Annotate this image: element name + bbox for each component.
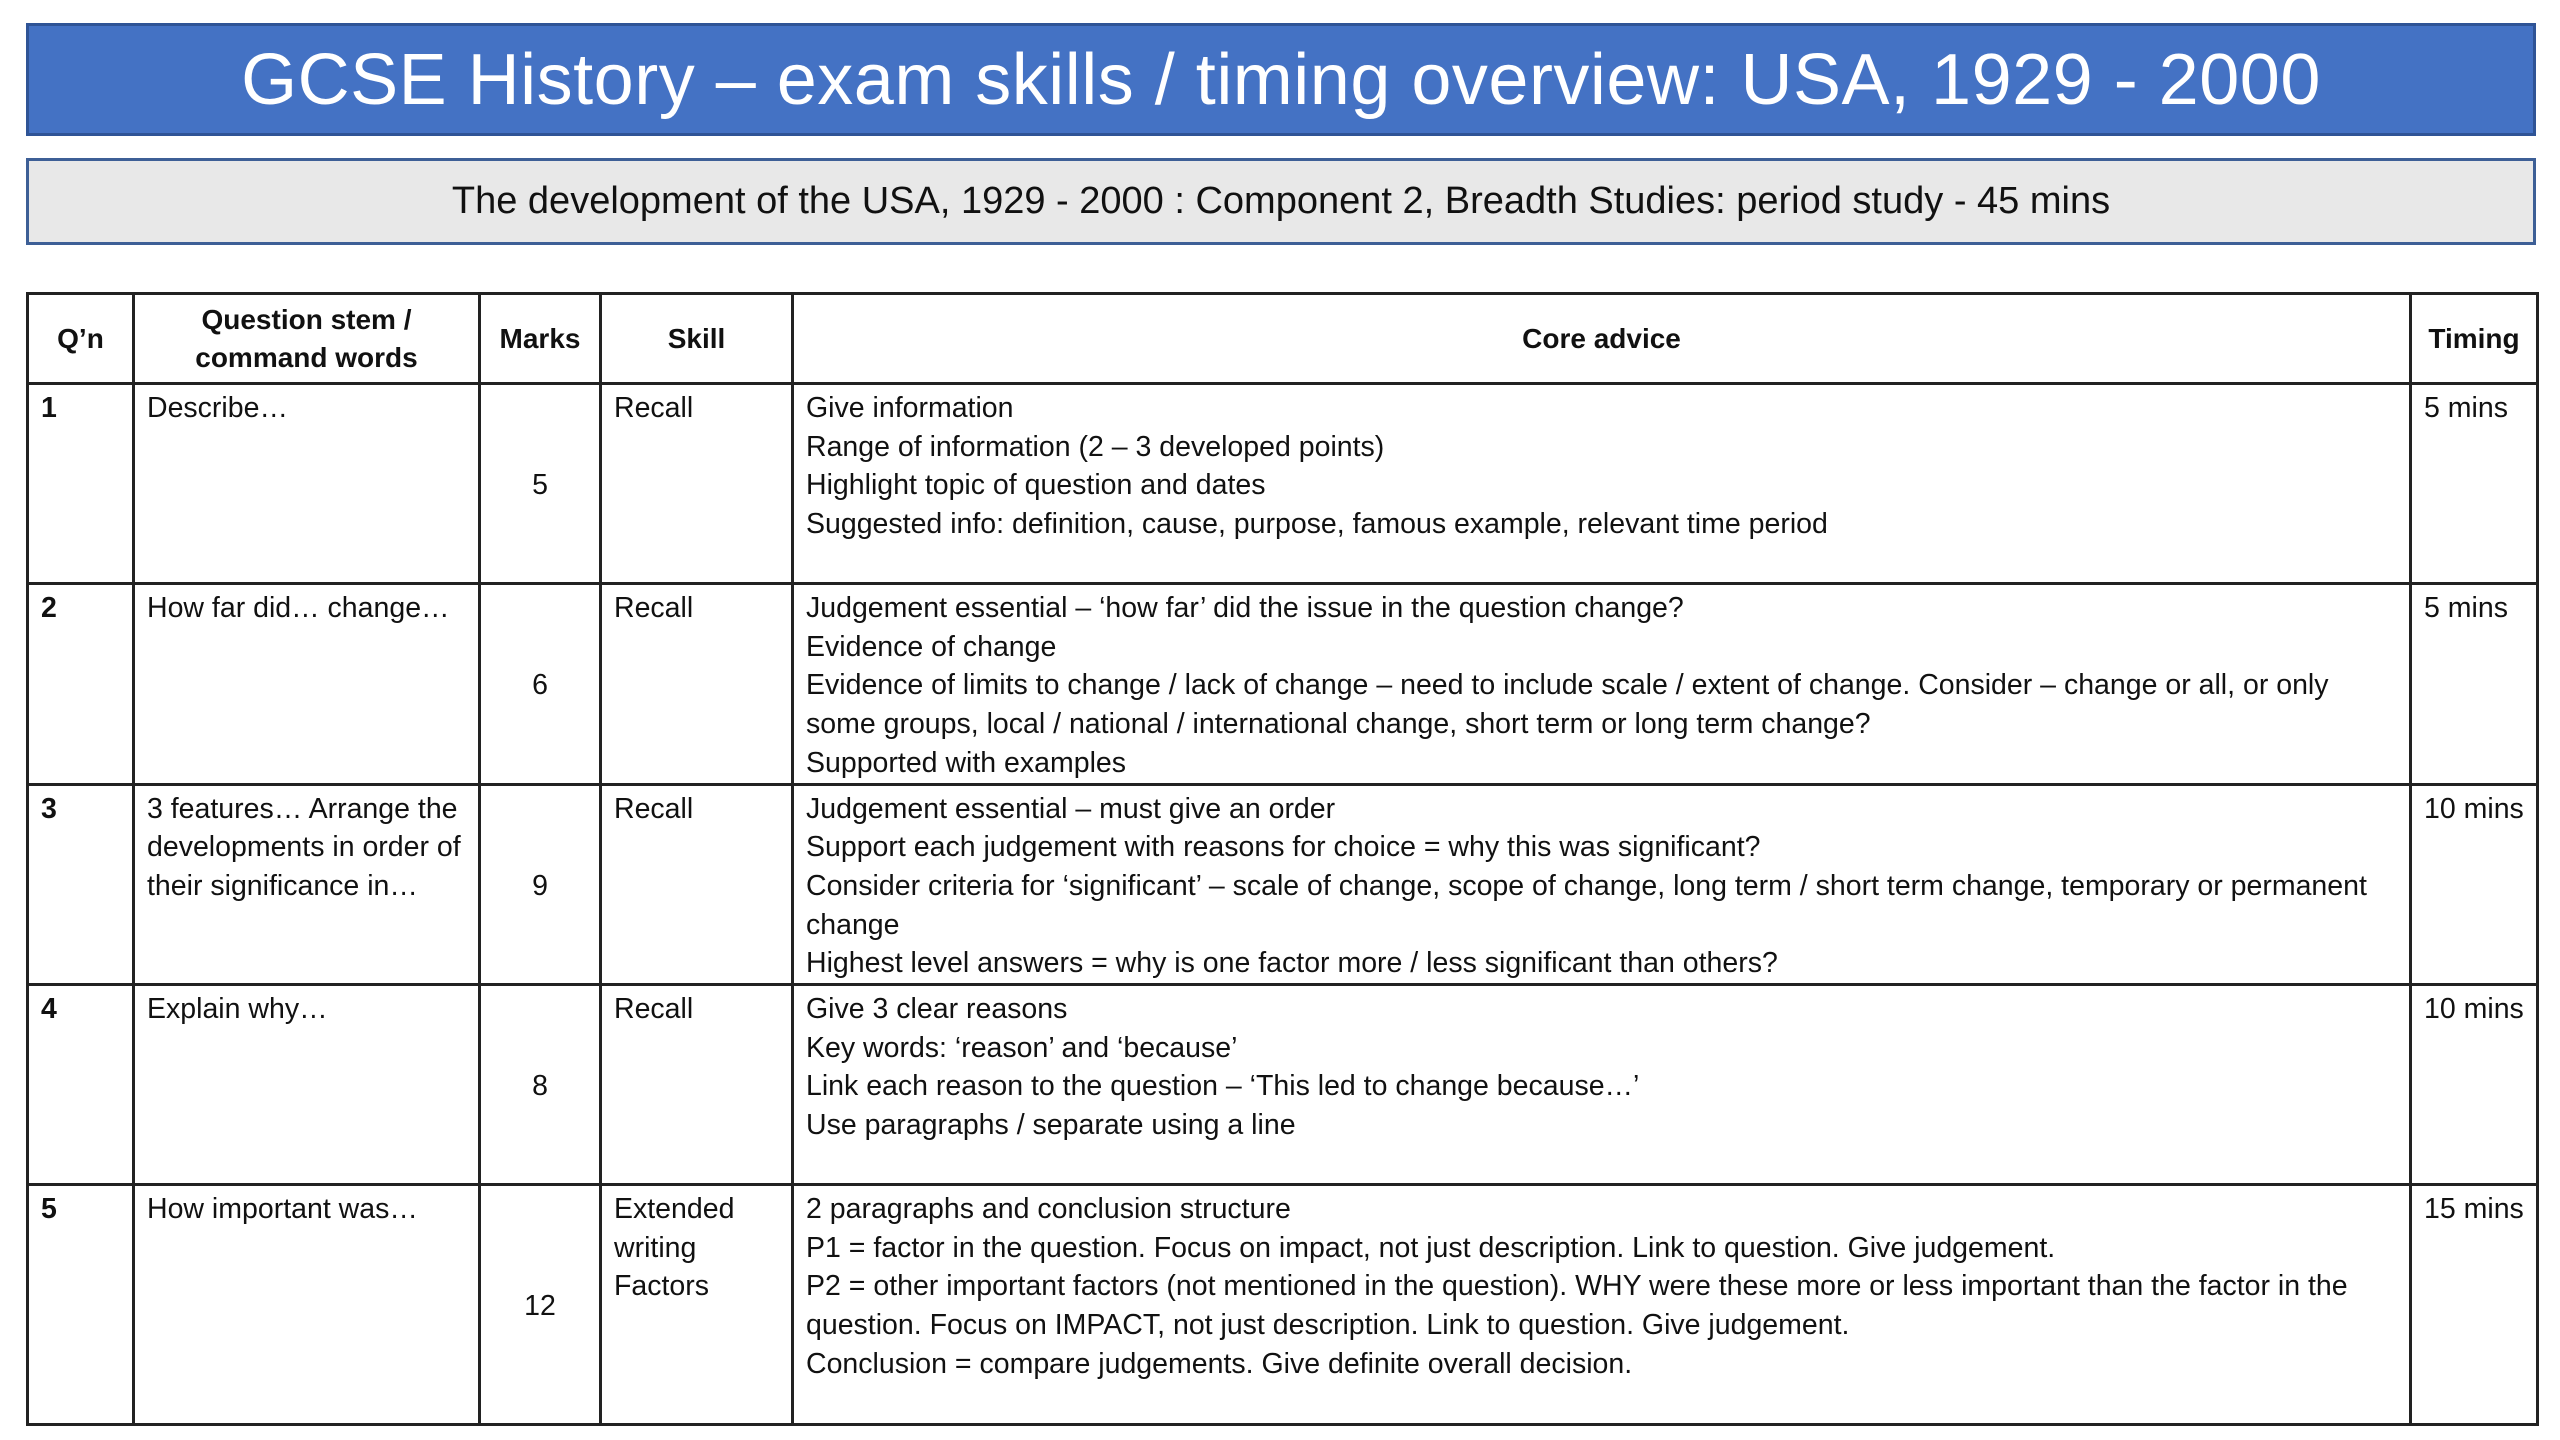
advice-line: Give information: [806, 392, 1014, 424]
skill-line: Factors: [614, 1270, 710, 1303]
marks-value: 6: [480, 584, 601, 785]
core-advice-cell: [793, 384, 2411, 584]
exam-skills-table: [26, 292, 2539, 1426]
question-number: 4: [28, 985, 134, 1185]
page-title: GCSE History – exam skills / timing overview: USA, 1929 - 2000: [26, 23, 2536, 136]
table-row: [28, 985, 2538, 1185]
question-number: 1: [28, 384, 134, 584]
question-number: 3: [28, 784, 134, 985]
question-stem: 3 features… Arrange the developments in order of their significance in…: [134, 784, 480, 985]
advice-line: Highest level answers = why is one factor more / less significant than others?: [806, 947, 1778, 980]
question-number: 2: [28, 584, 134, 785]
skill-line: Extended: [614, 1193, 735, 1226]
marks-value: 9: [480, 784, 601, 985]
advice-line: Support each judgement with reasons for choice = why this was significant?: [806, 831, 1761, 864]
timing-value: 10 mins: [2411, 784, 2538, 985]
timing-value: 10 mins: [2411, 985, 2538, 1185]
table-row: [28, 584, 2538, 785]
header-question-stem-line2: command words: [195, 341, 418, 373]
skill-line: Recall: [614, 993, 694, 1026]
skill-cell: [601, 784, 793, 985]
advice-line: P2 = other important factors (not mentioned in the question). WHY were these more or less important than the factor in the question. Focus on IMPACT, not just description. Link to question. Give judgement.: [806, 1270, 2348, 1342]
advice-line: Conclusion = compare judgements. Give definite overall decision.: [806, 1347, 1633, 1380]
table-row: [28, 384, 2538, 584]
advice-line: Evidence of limits to change / lack of change – need to include scale / extent of change. Consider – change or all, or only some groups, local / national / international change, short term or long term change?: [806, 669, 2329, 741]
question-number: 5: [28, 1185, 134, 1425]
header-question-stem-line1: Question stem /: [201, 303, 412, 335]
skill-cell: [601, 384, 793, 584]
table-row: [28, 784, 2538, 985]
skill-line: Recall: [614, 792, 694, 825]
header-marks: Marks: [480, 294, 601, 384]
core-advice-cell: [793, 784, 2411, 985]
skill-line: writing: [614, 1231, 697, 1264]
skill-cell: [601, 1185, 793, 1425]
advice-line: Key words: ‘reason’ and ‘because’: [806, 1031, 1238, 1064]
advice-line: Range of information (2 – 3 developed points): [806, 430, 1385, 463]
advice-line: Evidence of change: [806, 630, 1057, 663]
advice-line: Use paragraphs / separate using a line: [806, 1109, 1296, 1142]
skill-line: Recall: [614, 392, 694, 424]
core-advice-cell: [793, 584, 2411, 785]
advice-line: Supported with examples: [806, 746, 1127, 779]
header-question-stem: [134, 294, 480, 384]
table-header-row: [28, 294, 2538, 384]
question-stem: Explain why…: [134, 985, 480, 1185]
question-stem: Describe…: [134, 384, 480, 584]
advice-line: Judgement essential – must give an order: [806, 792, 1336, 825]
header-skill: Skill: [601, 294, 793, 384]
marks-value: 12: [480, 1185, 601, 1425]
timing-value: 5 mins: [2411, 384, 2538, 584]
skill-cell: [601, 584, 793, 785]
timing-value: 15 mins: [2411, 1185, 2538, 1425]
advice-line: Highlight topic of question and dates: [806, 469, 1266, 502]
advice-line: 2 paragraphs and conclusion structure: [806, 1193, 1291, 1226]
advice-line: Give 3 clear reasons: [806, 993, 1068, 1026]
skill-cell: [601, 985, 793, 1185]
question-stem: How far did… change…: [134, 584, 480, 785]
header-qn: Q’n: [28, 294, 134, 384]
table-row: [28, 1185, 2538, 1425]
core-advice-cell: [793, 985, 2411, 1185]
advice-line: Consider criteria for ‘significant’ – scale of change, scope of change, long term / short term change, temporary or permanent change: [806, 869, 2367, 941]
page-subtitle: The development of the USA, 1929 - 2000 : Component 2, Breadth Studies: period study - 45 mins: [26, 158, 2536, 245]
header-timing: Timing: [2411, 294, 2538, 384]
timing-value: 5 mins: [2411, 584, 2538, 785]
marks-value: 5: [480, 384, 601, 584]
marks-value: 8: [480, 985, 601, 1185]
skill-line: Recall: [614, 592, 694, 624]
header-core-advice: Core advice: [793, 294, 2411, 384]
question-stem: How important was…: [134, 1185, 480, 1425]
advice-line: Suggested info: definition, cause, purpose, famous example, relevant time period: [806, 508, 1828, 541]
advice-line: P1 = factor in the question. Focus on impact, not just description. Link to question. Give judgement.: [806, 1231, 2056, 1264]
core-advice-cell: [793, 1185, 2411, 1425]
advice-line: Judgement essential – ‘how far’ did the issue in the question change?: [806, 592, 1684, 624]
advice-line: Link each reason to the question – ‘This led to change because…’: [806, 1070, 1640, 1103]
